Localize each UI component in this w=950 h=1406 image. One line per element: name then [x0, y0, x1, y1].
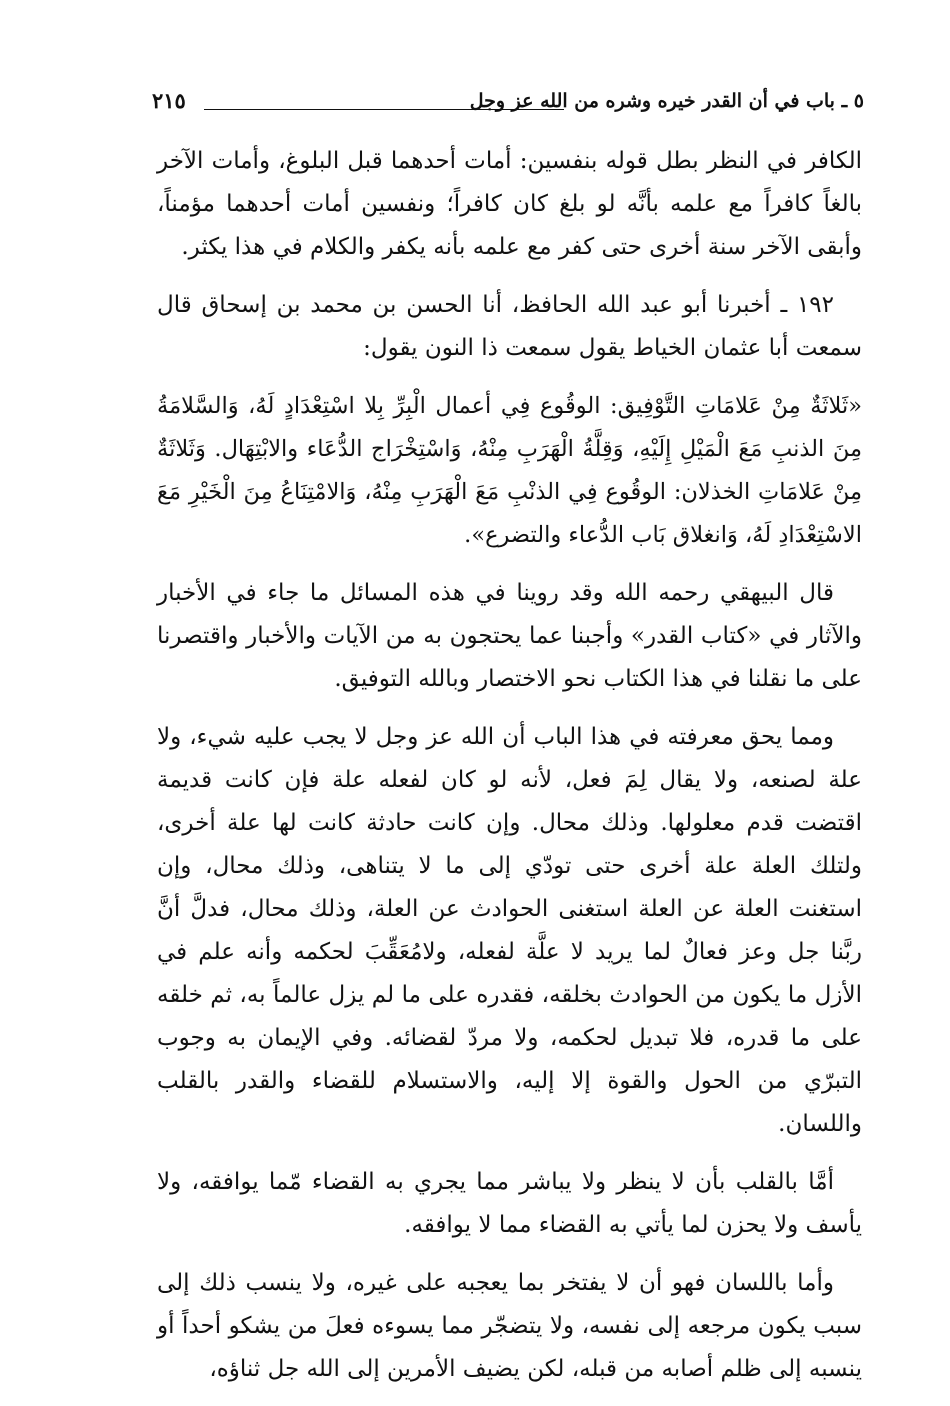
paragraph: ومما يحق معرفته في هذا الباب أن الله عز وجل لا يجب عليه شيء، ولا علة لصنعه، ولا يقال لِمَ فعل، لأنه لو كان لفعله علة فإن كانت قديمة اقتضت قدم معلولها. وذلك محال. وإن كانت حادثة كانت لها علة أخرى، ولتلك العلة علة أخرى حتى تودّي إلى ما لا يتناهى، وذلك محال، وإن استغنت العلة عن العلة استغنى الحوادث عن العلة، وذلك محال، فدلَّ أنَّ ربَّنا جل وعز فعالٌ لما يريد لا علَّة لفعله، ولامُعَقِّبَ لحكمه وأنه علم في الأزل ما يكون من الحوادث بخلقه، فقدره على ما لم يزل عالماً به، ثم خلقه على ما قدره، فلا تبديل لحكمه، ولا مردّ لقضائه. وفي الإيمان به وجوب التبرّي من الحول والقوة إلا إليه، والاستسلام للقضاء والقدر بالقلب واللسان.	[157, 724, 862, 1137]
chapter-title: ٥ ـ باب في أن القدر خيره وشره من الله عز وجل	[469, 90, 864, 112]
quotation: «ثَلاثَةٌ مِنْ عَلامَاتِ التَّوْفِيق: الوقُوع فِي أعمال الْبِرِّ بِلا اسْتِعْدَادٍ لَهُ، وَالسَّلامَةُ مِنَ الذنبِ مَعَ الْمَيْلِ إِلَيْهِ، وَقِلَّةُ الْهَرَبِ مِنْهُ، وَاسْتِخْرَاج الدُّعَاء والابْتِهَال. وَثَلاثَةٌ مِنْ عَلامَاتِ الخذلان: الوقُوع فِي الذنْبِ مَعَ الْهَرَبِ مِنْهُ، وَالامْتِنَاعُ مِنَ الْخَيْرِ مَعَ الاسْتِعْدَادِ لَهُ، وَانغلاق بَاب الدُّعاء والتضرع».	[157, 393, 862, 548]
paragraph: الكافر في النظر بطل قوله بنفسين: أمات أحدهما قبل البلوغ، وأمات الآخر بالغاً كافراً مع علمه بأنَّه لو بلغ كان كافراً؛ ونفسين أمات أحدهما مؤمناً، وأبقى الآخر سنة أخرى حتى كفر مع علمه بأنه يكفر والكلام في هذا يكثر.	[157, 148, 862, 260]
paragraph: ١٩٢ ـ أخبرنا أبو عبد الله الحافظ، أنا الحسن بن محمد بن إسحاق قال سمعت أبا عثمان الخياط يقول سمعت ذا النون يقول:	[157, 292, 862, 361]
paragraph: قال البيهقي رحمه الله وقد روينا في هذه المسائل ما جاء في الأخبار والآثار في «كتاب القدر» وأجبنا عما يحتجون به من الآيات والأخبار واقتصرنا على ما نقلنا في هذا الكتاب نحو الاختصار وبالله التوفيق.	[157, 580, 862, 692]
page-number: ٢١٥	[152, 88, 186, 113]
paragraph: أمَّا بالقلب بأن لا ينظر ولا يباشر مما يجري به القضاء مّما يوافقه، ولا يأسف ولا يحزن لما يأتي به القضاء مما لا يوافقه.	[157, 1169, 862, 1238]
paragraph: وأما باللسان فهو أن لا يفتخر بما يعجبه على غيره، ولا ينسب ذلك إلى سبب يكون مرجعه إلى نفسه، ولا يتضجّر مما يسوءه فعلَ من يشكو أحداً أو ينسبه إلى ظلم أصابه من قبله، لكن يضيف الأمرين إلى الله جل ثناؤه،	[157, 1270, 862, 1382]
header-rule	[204, 109, 564, 110]
running-header	[152, 88, 864, 124]
body-text	[157, 140, 862, 1406]
